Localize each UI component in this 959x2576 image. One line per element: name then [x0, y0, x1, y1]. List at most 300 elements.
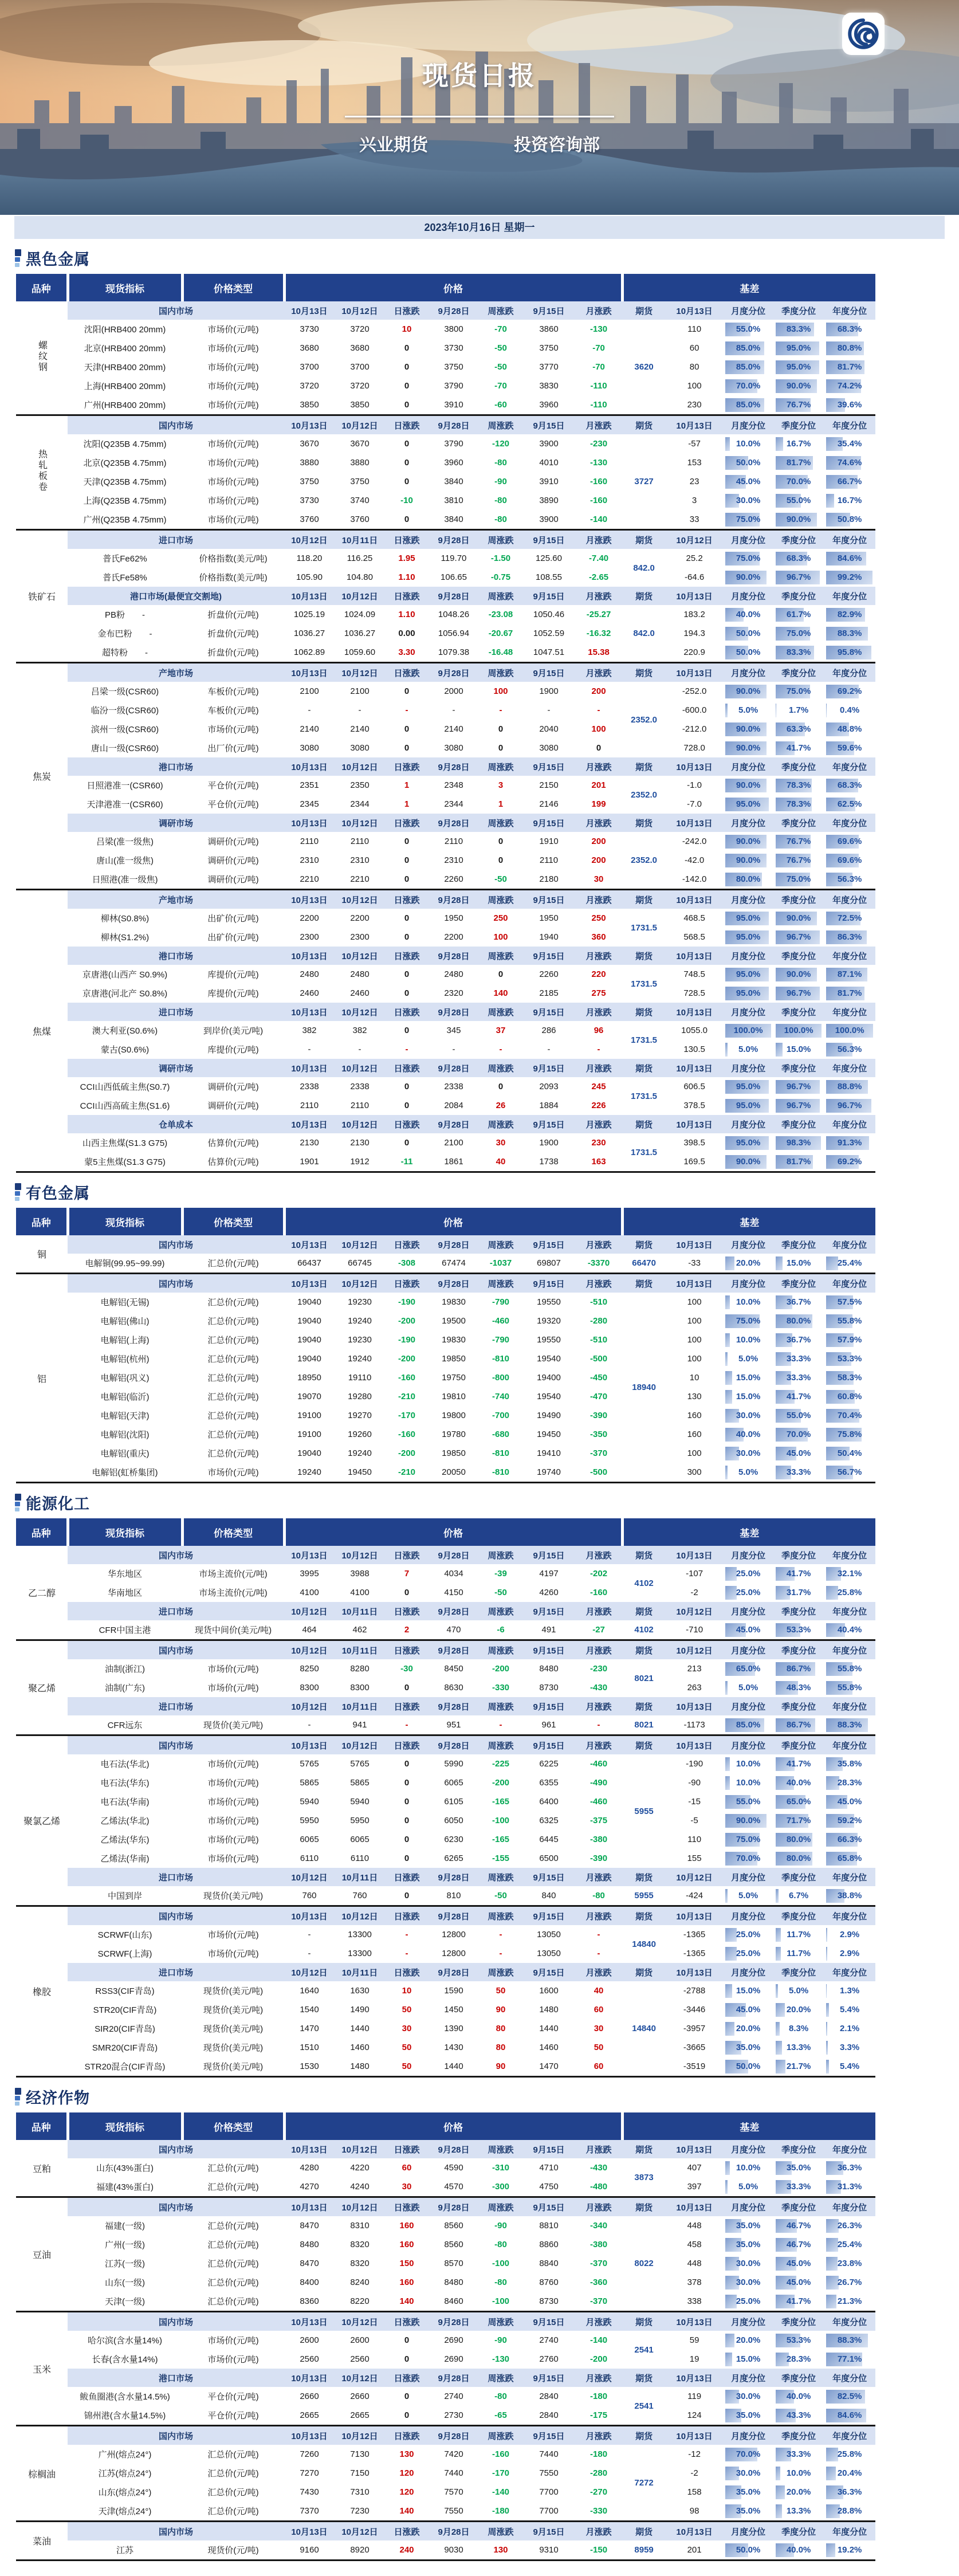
- basis-cell: 130: [666, 1387, 723, 1406]
- price-cell: 2100: [284, 682, 335, 701]
- change-cell: 120: [385, 2483, 429, 2502]
- table-row: [16, 832, 875, 851]
- price-cell: 7430: [284, 2483, 335, 2502]
- subheader-cell: 年度分位: [824, 1963, 875, 1981]
- percentile-cell: 1.7%: [773, 701, 824, 720]
- indicator-cell: 电解铝(沈阳): [68, 1425, 182, 1444]
- price-cell: 470: [429, 1620, 479, 1640]
- price-type-cell: 车板价(元/吨): [182, 701, 284, 720]
- basis-cell: 378: [666, 2273, 723, 2292]
- percentile-cell: 25.8%: [824, 1583, 875, 1602]
- price-cell: 3760: [284, 510, 335, 530]
- percentile-cell: 5.0%: [723, 1040, 773, 1059]
- basis-cell: 606.5: [666, 1077, 723, 1096]
- price-cell: 2130: [284, 1133, 335, 1152]
- price-cell: 3740: [335, 491, 385, 510]
- subheader-cell: 10月12日: [284, 530, 335, 549]
- subheader-cell: 9月15日: [522, 663, 575, 682]
- change-cell: -200: [385, 1349, 429, 1368]
- subheader-cell: 10月12日: [335, 1906, 385, 1926]
- subheader-cell: 10月13日: [284, 2197, 335, 2217]
- price-cell: 8480: [522, 1659, 575, 1678]
- price-cell: 19740: [522, 1463, 575, 1483]
- percentile-cell: 75.0%: [773, 870, 824, 890]
- price-type-cell: 市场价(元/吨): [182, 1678, 284, 1697]
- price-cell: 7570: [429, 2483, 479, 2502]
- price-type-cell: 市场价(元/吨): [182, 453, 284, 472]
- indicator-cell: 广州(熔点24°): [68, 2445, 182, 2464]
- change-cell: 140: [385, 2502, 429, 2522]
- basis-cell: 407: [666, 2158, 723, 2177]
- table-row: [16, 605, 875, 624]
- table-row: [16, 2216, 875, 2235]
- change-cell: -330: [575, 2502, 622, 2522]
- percentile-cell: 53.3%: [773, 1620, 824, 1640]
- subheader-cell: 期货: [622, 1697, 666, 1715]
- subheader-cell: 月涨跌: [575, 1906, 622, 1926]
- change-cell: 0: [385, 1583, 429, 1602]
- subheader-cell: 季度分位: [773, 587, 824, 605]
- price-type-cell: 汇总价(元/吨): [182, 1330, 284, 1349]
- subheader-cell: 月涨跌: [575, 1868, 622, 1886]
- price-cell: 8920: [335, 2540, 385, 2561]
- change-cell: -460: [575, 1754, 622, 1773]
- percentile-cell: 90.0%: [723, 720, 773, 739]
- report-table: [16, 1518, 875, 2078]
- indicator-cell: 华东地区: [68, 1564, 182, 1583]
- percentile-cell: 35.4%: [824, 434, 875, 453]
- price-cell: 6400: [522, 1792, 575, 1811]
- indicator-cell: CFR中国主港: [68, 1620, 182, 1640]
- subheader-cell: 10月12日: [335, 1235, 385, 1254]
- price-cell: 13300: [335, 1925, 385, 1944]
- subheader-cell: 周涨跌: [479, 2197, 522, 2217]
- percentile-cell: 90.0%: [723, 832, 773, 851]
- change-cell: -370: [575, 1444, 622, 1463]
- subheader-cell: 周涨跌: [479, 1059, 522, 1077]
- price-cell: 2460: [335, 984, 385, 1003]
- price-type-cell: 市场价(元/吨): [182, 1754, 284, 1773]
- variety-cell: 铁矿石: [16, 530, 68, 663]
- subheader-cell: 月度分位: [723, 2522, 773, 2541]
- price-cell: 2140: [335, 720, 385, 739]
- subheader-cell: 周涨跌: [479, 2426, 522, 2445]
- basis-cell: 119: [666, 2387, 723, 2406]
- table-header-row: [16, 274, 875, 301]
- table-row: [16, 2057, 875, 2077]
- price-cell: 19800: [429, 1406, 479, 1425]
- price-type-cell: 市场价(元/吨): [182, 1925, 284, 1944]
- change-cell: 50: [575, 2038, 622, 2057]
- percentile-cell: 38.8%: [824, 1886, 875, 1906]
- table-row: [16, 1387, 875, 1406]
- price-cell: -: [284, 1715, 335, 1735]
- price-cell: 3880: [284, 453, 335, 472]
- subheader-cell: 日涨跌: [385, 1906, 429, 1926]
- change-cell: 0: [385, 1077, 429, 1096]
- subheader-cell: 期货: [622, 1602, 666, 1620]
- price-cell: 4750: [522, 2177, 575, 2197]
- price-cell: 7550: [522, 2464, 575, 2483]
- percentile-cell: 11.7%: [773, 1944, 824, 1963]
- table-row: [16, 701, 875, 720]
- change-cell: 0: [479, 739, 522, 757]
- percentile-cell: 60.8%: [824, 1387, 875, 1406]
- change-cell: -380: [575, 1830, 622, 1849]
- price-cell: 6065: [429, 1773, 479, 1792]
- table-row: [16, 1792, 875, 1811]
- subheader-row: [16, 947, 875, 965]
- indicator-cell: STR20混合(CIF青岛): [68, 2057, 182, 2077]
- percentile-cell: 10.0%: [723, 2158, 773, 2177]
- change-cell: 160: [385, 2235, 429, 2254]
- percentile-cell: 5.0%: [723, 1349, 773, 1368]
- table-row: [16, 776, 875, 795]
- percentile-cell: 30.0%: [723, 2254, 773, 2273]
- change-cell: -180: [575, 2387, 622, 2406]
- price-cell: 18950: [284, 1368, 335, 1387]
- subheader-cell: 9月28日: [429, 1235, 479, 1254]
- change-cell: -480: [575, 2177, 622, 2197]
- price-cell: 3960: [429, 453, 479, 472]
- subheader-cell: 9月28日: [429, 1735, 479, 1755]
- subheader-cell: 10月13日: [666, 1274, 723, 1293]
- indicator-cell: CCI山西高硫主焦(S1.6): [68, 1096, 182, 1115]
- table-row: [16, 2464, 875, 2483]
- change-cell: 163: [575, 1152, 622, 1172]
- percentile-cell: 91.3%: [824, 1133, 875, 1152]
- percentile-cell: 15.0%: [723, 1368, 773, 1387]
- price-cell: 3830: [522, 376, 575, 395]
- percentile-cell: 98.3%: [773, 1133, 824, 1152]
- price-cell: 3840: [429, 510, 479, 530]
- subheader-cell: 10月11日: [335, 1697, 385, 1715]
- col-price-type: 价格类型: [182, 1208, 284, 1235]
- subheader-cell: 10月12日: [335, 2426, 385, 2445]
- basis-cell: -2: [666, 1583, 723, 1602]
- change-cell: -80: [479, 453, 522, 472]
- subheader-cell: 年度分位: [824, 1735, 875, 1755]
- subheader-cell: 10月12日: [335, 1274, 385, 1293]
- change-cell: 0: [385, 2331, 429, 2350]
- futures-price-cell: 1731.5: [622, 1077, 666, 1115]
- percentile-cell: 30.0%: [723, 2387, 773, 2406]
- price-cell: -: [284, 1040, 335, 1059]
- change-cell: 0: [385, 1792, 429, 1811]
- subheader-cell: 9月15日: [522, 1640, 575, 1660]
- indicator-cell: 普氏Fe58%: [68, 568, 182, 587]
- price-cell: 3670: [335, 434, 385, 453]
- section-bullet-icon: [15, 1494, 21, 1511]
- subheader-cell: 9月15日: [522, 1003, 575, 1021]
- percentile-cell: 95.8%: [824, 643, 875, 663]
- section-title-text: 经济作物: [26, 2086, 90, 2108]
- price-cell: 8760: [522, 2273, 575, 2292]
- price-type-cell: 市场价(元/吨): [182, 395, 284, 415]
- subheader-cell: 周涨跌: [479, 1115, 522, 1133]
- col-indicator: 现货指标: [68, 1518, 182, 1546]
- subheader-cell: 日涨跌: [385, 2369, 429, 2387]
- price-type-cell: 调研价(元/吨): [182, 870, 284, 890]
- subheader-cell: 月度分位: [723, 1868, 773, 1886]
- subheader-cell: 日涨跌: [385, 1697, 429, 1715]
- variety-cell: 螺纹钢: [16, 301, 68, 415]
- change-cell: -: [479, 1944, 522, 1963]
- percentile-cell: 31.7%: [773, 1583, 824, 1602]
- subheader-cell: 10月13日: [666, 301, 723, 320]
- basis-cell: -64.6: [666, 568, 723, 587]
- change-cell: -510: [575, 1330, 622, 1349]
- indicator-cell: 电解铝(杭州): [68, 1349, 182, 1368]
- change-cell: -90: [479, 2216, 522, 2235]
- subheader-cell: 9月28日: [429, 2312, 479, 2331]
- subheader-cell: 年度分位: [824, 2369, 875, 2387]
- percentile-cell: 75.8%: [824, 1425, 875, 1444]
- subheader-cell: 季度分位: [773, 2369, 824, 2387]
- price-type-cell: 市场价(元/吨): [182, 358, 284, 376]
- change-cell: 37: [479, 1021, 522, 1040]
- table-row: [16, 870, 875, 890]
- subheader-row: [16, 1235, 875, 1254]
- percentile-cell: 83.3%: [773, 643, 824, 663]
- price-cell: 2140: [284, 720, 335, 739]
- subheader-cell: 期货: [622, 1003, 666, 1021]
- subheader-cell: 月涨跌: [575, 301, 622, 320]
- basis-cell: -3519: [666, 2057, 723, 2077]
- basis-cell: 110: [666, 1830, 723, 1849]
- change-cell: -200: [385, 1311, 429, 1330]
- price-type-cell: 价格指数(美元/吨): [182, 549, 284, 568]
- percentile-cell: 5.4%: [824, 2000, 875, 2019]
- percentile-cell: 55.0%: [723, 320, 773, 339]
- change-cell: -16.32: [575, 624, 622, 643]
- subheader-cell: 10月13日: [666, 1059, 723, 1077]
- change-cell: 250: [575, 909, 622, 928]
- price-cell: 2110: [429, 832, 479, 851]
- subheader-cell: 月度分位: [723, 757, 773, 776]
- subheader-cell: 月涨跌: [575, 1697, 622, 1715]
- price-cell: 2338: [335, 1077, 385, 1096]
- basis-cell: 568.5: [666, 928, 723, 947]
- subheader-cell: 9月15日: [522, 757, 575, 776]
- table-row: [16, 1425, 875, 1444]
- basis-cell: -424: [666, 1886, 723, 1906]
- futures-price-cell: 5955: [622, 1886, 666, 1906]
- price-type-cell: 到岸价(美元/吨): [182, 1021, 284, 1040]
- basis-cell: 728.0: [666, 739, 723, 757]
- percentile-cell: 2.9%: [824, 1925, 875, 1944]
- subheader-cell: 10月13日: [666, 2522, 723, 2541]
- basis-cell: 153: [666, 453, 723, 472]
- price-cell: 1861: [429, 1152, 479, 1172]
- subheader-cell: 10月13日: [284, 1274, 335, 1293]
- change-cell: -: [479, 701, 522, 720]
- percentile-cell: 33.3%: [773, 2445, 824, 2464]
- indicator-cell: SIR20(CIF青岛): [68, 2019, 182, 2038]
- subheader-cell: 月度分位: [723, 947, 773, 965]
- price-type-cell: 出矿价(元/吨): [182, 928, 284, 947]
- price-cell: 1052.59: [522, 624, 575, 643]
- subheader-cell: 季度分位: [773, 1003, 824, 1021]
- percentile-cell: 69.2%: [824, 682, 875, 701]
- futures-price-cell: 1731.5: [622, 965, 666, 1003]
- table-row: [16, 984, 875, 1003]
- change-cell: 30: [479, 1133, 522, 1152]
- subheader-cell: 10月13日: [284, 301, 335, 320]
- table-row: [16, 1659, 875, 1678]
- percentile-cell: 95.0%: [723, 984, 773, 1003]
- indicator-cell: 长春(含水量14%): [68, 2350, 182, 2369]
- subheader-cell: 9月15日: [522, 587, 575, 605]
- price-cell: 2180: [522, 870, 575, 890]
- change-cell: -80: [479, 491, 522, 510]
- price-cell: 19240: [335, 1349, 385, 1368]
- price-cell: 2150: [522, 776, 575, 795]
- subheader-cell: 期货: [622, 2312, 666, 2331]
- subheader-cell: 日涨跌: [385, 2522, 429, 2541]
- basis-cell: 3: [666, 491, 723, 510]
- subheader-cell: 日涨跌: [385, 1003, 429, 1021]
- price-cell: 1470: [522, 2057, 575, 2077]
- price-cell: 1025.19: [284, 605, 335, 624]
- subheader-cell: 10月13日: [284, 1906, 335, 1926]
- subheader-cell: 月度分位: [723, 1546, 773, 1564]
- subheader-cell: 日涨跌: [385, 1546, 429, 1564]
- percentile-cell: 20.0%: [723, 2019, 773, 2038]
- price-cell: 840: [522, 1886, 575, 1906]
- percentile-cell: 59.2%: [824, 1811, 875, 1830]
- indicator-cell: SCRWF(上海): [68, 1944, 182, 1963]
- percentile-cell: 40.0%: [773, 2387, 824, 2406]
- basis-cell: 110: [666, 320, 723, 339]
- basis-cell: 748.5: [666, 965, 723, 984]
- change-cell: -180: [479, 2502, 522, 2522]
- table-row: [16, 739, 875, 757]
- price-cell: 19280: [335, 1387, 385, 1406]
- subheader-cell: 季度分位: [773, 663, 824, 682]
- subheader-cell: 10月12日: [335, 1059, 385, 1077]
- table-row: [16, 1944, 875, 1963]
- percentile-cell: 33.3%: [773, 1349, 824, 1368]
- subheader-cell: 9月15日: [522, 1235, 575, 1254]
- percentile-cell: 25.0%: [723, 2292, 773, 2312]
- subheader-row: [16, 415, 875, 435]
- change-cell: -202: [575, 1564, 622, 1583]
- subheader-cell: 10月13日: [284, 2426, 335, 2445]
- price-cell: 5950: [335, 1811, 385, 1830]
- price-cell: 2185: [522, 984, 575, 1003]
- change-cell: -: [479, 1715, 522, 1735]
- subheader-row: [16, 1735, 875, 1755]
- price-cell: 6500: [522, 1849, 575, 1868]
- percentile-cell: 41.7%: [773, 1387, 824, 1406]
- price-type-cell: 库提价(元/吨): [182, 965, 284, 984]
- percentile-cell: 35.0%: [773, 2158, 824, 2177]
- futures-price-cell: 14840: [622, 1925, 666, 1963]
- percentile-cell: 72.5%: [824, 909, 875, 928]
- table-row: [16, 1715, 875, 1735]
- subheader-cell: 国内市场: [68, 1906, 284, 1926]
- subheader-row: [16, 1602, 875, 1620]
- change-cell: -1037: [479, 1254, 522, 1274]
- indicator-cell: 蒙古(S0.6%): [68, 1040, 182, 1059]
- price-cell: 3900: [522, 434, 575, 453]
- table-row: [16, 2019, 875, 2038]
- price-cell: 1590: [429, 1981, 479, 2000]
- price-type-cell: 汇总价(元/吨): [182, 1406, 284, 1425]
- subheader-cell: 10月13日: [284, 1235, 335, 1254]
- subheader-cell: 仓单成本: [68, 1115, 284, 1133]
- indicator-cell: 普氏Fe62%: [68, 549, 182, 568]
- price-cell: 8400: [284, 2273, 335, 2292]
- cash-crops-table-host: [16, 2112, 959, 2561]
- percentile-cell: 25.0%: [723, 1925, 773, 1944]
- price-cell: 8460: [429, 2292, 479, 2312]
- percentile-cell: 68.3%: [773, 549, 824, 568]
- subheader-cell: 9月28日: [429, 947, 479, 965]
- price-cell: 2560: [284, 2350, 335, 2369]
- subheader-cell: 10月12日: [335, 301, 385, 320]
- variety-cell: 乙二醇: [16, 1546, 68, 1640]
- change-cell: -140: [575, 510, 622, 530]
- price-cell: 19240: [335, 1444, 385, 1463]
- price-cell: 2110: [284, 1096, 335, 1115]
- indicator-cell: CFR远东: [68, 1715, 182, 1735]
- change-cell: -280: [575, 1311, 622, 1330]
- subheader-cell: 年度分位: [824, 757, 875, 776]
- subheader-cell: 国内市场: [68, 1640, 284, 1660]
- percentile-cell: 35.0%: [723, 2216, 773, 2235]
- percentile-cell: 36.3%: [824, 2483, 875, 2502]
- subheader-cell: 9月28日: [429, 415, 479, 435]
- subheader-cell: 9月15日: [522, 1735, 575, 1755]
- table-row: [16, 1096, 875, 1115]
- subheader-cell: 月涨跌: [575, 947, 622, 965]
- price-cell: 3720: [335, 376, 385, 395]
- change-cell: 50: [385, 2057, 429, 2077]
- subheader-cell: 季度分位: [773, 415, 824, 435]
- table-row: [16, 851, 875, 870]
- change-cell: 150: [385, 2254, 429, 2273]
- change-cell: 0: [385, 510, 429, 530]
- subheader-cell: 期货: [622, 814, 666, 832]
- indicator-cell: 沈阳(Q235B 4.75mm): [68, 434, 182, 453]
- percentile-cell: 55.0%: [773, 491, 824, 510]
- change-cell: -70: [479, 376, 522, 395]
- basis-cell: 100: [666, 1444, 723, 1463]
- subheader-cell: 年度分位: [824, 1115, 875, 1133]
- price-cell: 19410: [522, 1444, 575, 1463]
- change-cell: -2.65: [575, 568, 622, 587]
- price-type-cell: 汇总价(元/吨): [182, 1311, 284, 1330]
- price-cell: 13050: [522, 1925, 575, 1944]
- change-cell: -200: [479, 1659, 522, 1678]
- subheader-cell: 季度分位: [773, 1274, 824, 1293]
- price-type-cell: 市场价(元/吨): [182, 2350, 284, 2369]
- price-cell: 1050.46: [522, 605, 575, 624]
- futures-price-cell: 7272: [622, 2445, 666, 2522]
- price-cell: 2344: [335, 795, 385, 814]
- change-cell: 80: [479, 2019, 522, 2038]
- price-cell: 19040: [284, 1330, 335, 1349]
- basis-cell: -42.0: [666, 851, 723, 870]
- percentile-cell: 45.0%: [723, 1620, 773, 1640]
- change-cell: -330: [479, 1678, 522, 1697]
- change-cell: 1: [479, 795, 522, 814]
- price-cell: 2200: [284, 909, 335, 928]
- percentile-cell: 33.3%: [773, 2177, 824, 2197]
- percentile-cell: 35.8%: [824, 1754, 875, 1773]
